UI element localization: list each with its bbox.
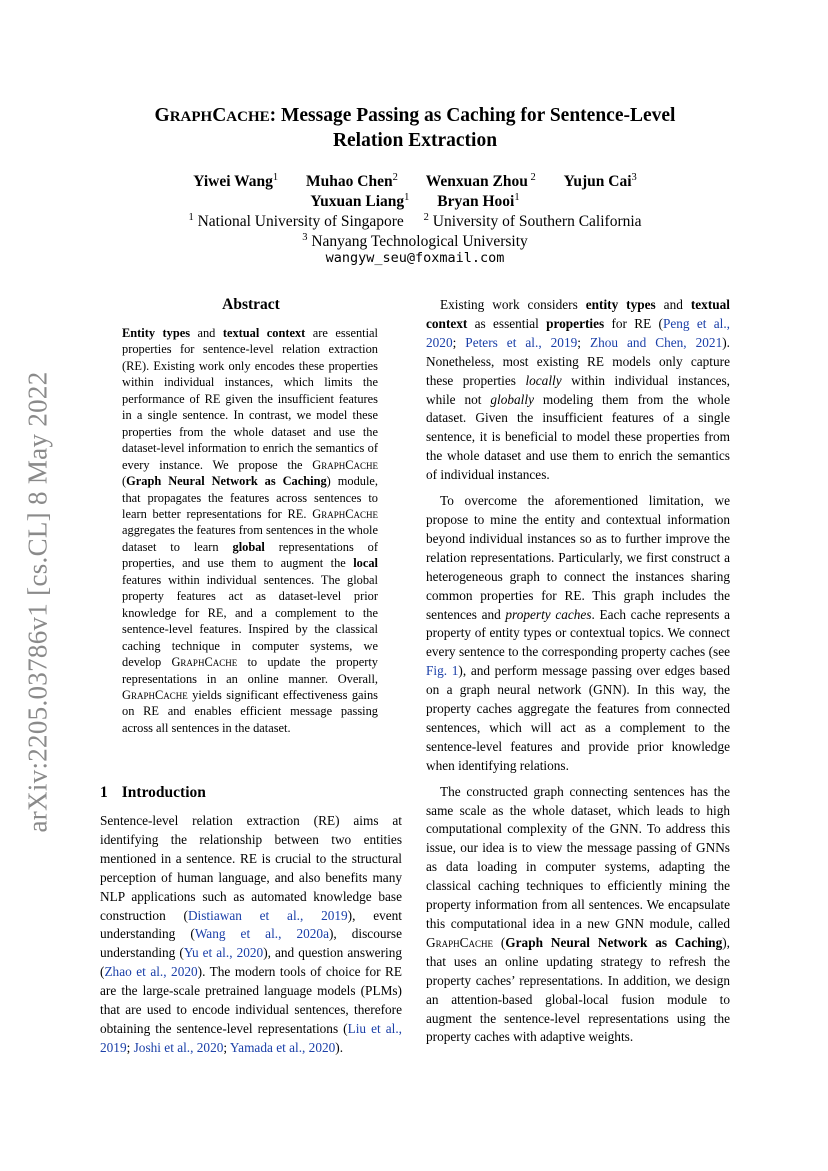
figure-reference-link[interactable]: Fig. 1 <box>426 663 459 679</box>
citation-link[interactable]: Peters et al., 2019 <box>465 334 578 350</box>
abstract-body: Entity types and textual context are essential properties for sentence-level relation extraction (RE). Existing work only encodes these properties within individual instances, which limits the performance of RE given the insufficient features in a single sentence. In contrast, we model these properties from the whole dataset and use the dataset-level information to enrich the semantics of every instance. We propose the GraphCache (Graph Neural Network as Caching) module, that propagates the features across sentences to learn better representations for RE. GraphCache aggregates the features from sentences in the whole dataset to learn global representations of properties, and use them to augment the local features within individual sentences. The global property features act as dataset-level prior knowledge for RE, and a complement to the sentence-level features. Inspired by the classical caching technique in computer systems, we develop GraphCache to update the property representations in an online manner. Overall, GraphCache yields significant effectiveness gains on RE and enables efficient message passing across all sentences in the dataset. <box>122 326 379 735</box>
citation-link[interactable]: Liu et al., 2019 <box>100 1020 402 1055</box>
citation-link[interactable]: Yamada et al., 2020 <box>229 1039 336 1055</box>
author: Muhao Chen$^2$ <box>306 172 398 191</box>
citation-link[interactable]: Wang et al., 2020a <box>194 926 329 942</box>
right-column <box>426 296 730 1054</box>
affiliation: $^3$ Nanyang Technological University <box>302 232 528 251</box>
citation-link[interactable]: Zhou and Chen, 2021 <box>589 334 723 350</box>
intro-paragraph-2: Existing work considers entity types and textual context as essential properties for RE (Peng et al., 2020; Peters et al., 2019; Zhou and Chen, 2021). Nonetheless, most existing RE models only capture these properties locally within individual instances, while not globally modeling them from the whole dataset. Given the insufficient features of a single sentence, it is beneficial to model these properties from the whole dataset and use them to enrich the semantics of individual instances. <box>426 297 730 483</box>
author: Wenxuan Zhou $^2$ <box>425 172 536 191</box>
author: Yiwei Wang$^1$ <box>193 172 279 191</box>
citation-link[interactable]: Yu et al., 2020 <box>183 945 264 961</box>
intro-paragraph-4: The constructed graph connecting sentences has the same scale as the whole dataset, which leads to high computational complexity of the GNN. To address this issue, our idea is to view the message passing of GNNs as data loading in computer systems, adapting the classical caching techniques to efficiently mining the property information from all sentences. We encapsulate this computational idea in a new GNN module, called GraphCache (Graph Neural Network as Caching), that uses an online updating strategy to refresh the property caches’ representations. In addition, we design an attention-based global-local fusion module to augment the sentence-level representations using the property caches with adaptive weights. <box>426 783 730 1045</box>
section-heading-introduction: 1 Introduction <box>100 784 206 801</box>
citation-link[interactable]: Zhao et al., 2020 <box>104 964 198 980</box>
citation-link[interactable]: Joshi et al., 2020 <box>133 1039 224 1055</box>
author: Yujun Cai$^3$ <box>563 172 637 191</box>
arxiv-sidebar <box>14 360 62 844</box>
arxiv-identifier: arXiv:2205.03786v1 [cs.CL] 8 May 2022 <box>22 371 53 833</box>
author-email[interactable]: wangyw_seu@foxmail.com <box>325 250 505 266</box>
author: Yuxuan Liang$^1$ <box>310 192 410 211</box>
intro-paragraph-3: To overcome the aforementioned limitation, we propose to mine the entity and contextual information beyond individual instances so as to further improve the relation representations. Particularly, we first construct a heterogeneous graph to connect the instances sharing common properties for RE. This graph includes the sentences and property caches. Each cache represents a property of entity types or contextual topics. We connect every sentence to the corresponding property caches (see Fig. 1), and perform message passing over edges based on a graph neural network (GNN). In this way, the property caches aggregate the features from connected sentences, which will act as a complement to the sentence-level features and provide prior knowledge when identifying relations. <box>426 493 730 773</box>
intro-paragraph-1: Sentence-level relation extraction (RE) aims at identifying the relationship between two entities mentioned in a sentence. RE is crucial to the structural perception of human language, and also benefits many NLP applications such as automated knowledge base construction (Distiawan et al., 2019), event understanding (Wang et al., 2020a), discourse understanding (Yu et al., 2020), and question answering (Zhao et al., 2020). The modern tools of choice for RE are the large-scale pretrained language models (PLMs) that are used to encode individual sentences, therefore obtaining the sentence-level representations (Liu et al., 2019; Joshi et al., 2020; Yamada et al., 2020). <box>100 813 403 1055</box>
citation-link[interactable]: Distiawan et al., 2019 <box>187 907 348 923</box>
affiliation: $^2$ University of Southern California <box>423 212 642 231</box>
paper-title: GRAPHCACHE: Message Passing as Caching for Sentence-Level Relation Extraction <box>154 105 676 151</box>
abstract-heading: Abstract <box>222 296 280 313</box>
citation-link[interactable]: Peng et al., 2020 <box>426 315 730 350</box>
paper-title-line2: Relation Extraction <box>332 130 498 151</box>
author-email-row <box>100 248 730 268</box>
author: Bryan Hooi$^1$ <box>437 192 520 211</box>
affiliation: $^1$ National University of Singapore <box>188 212 404 231</box>
